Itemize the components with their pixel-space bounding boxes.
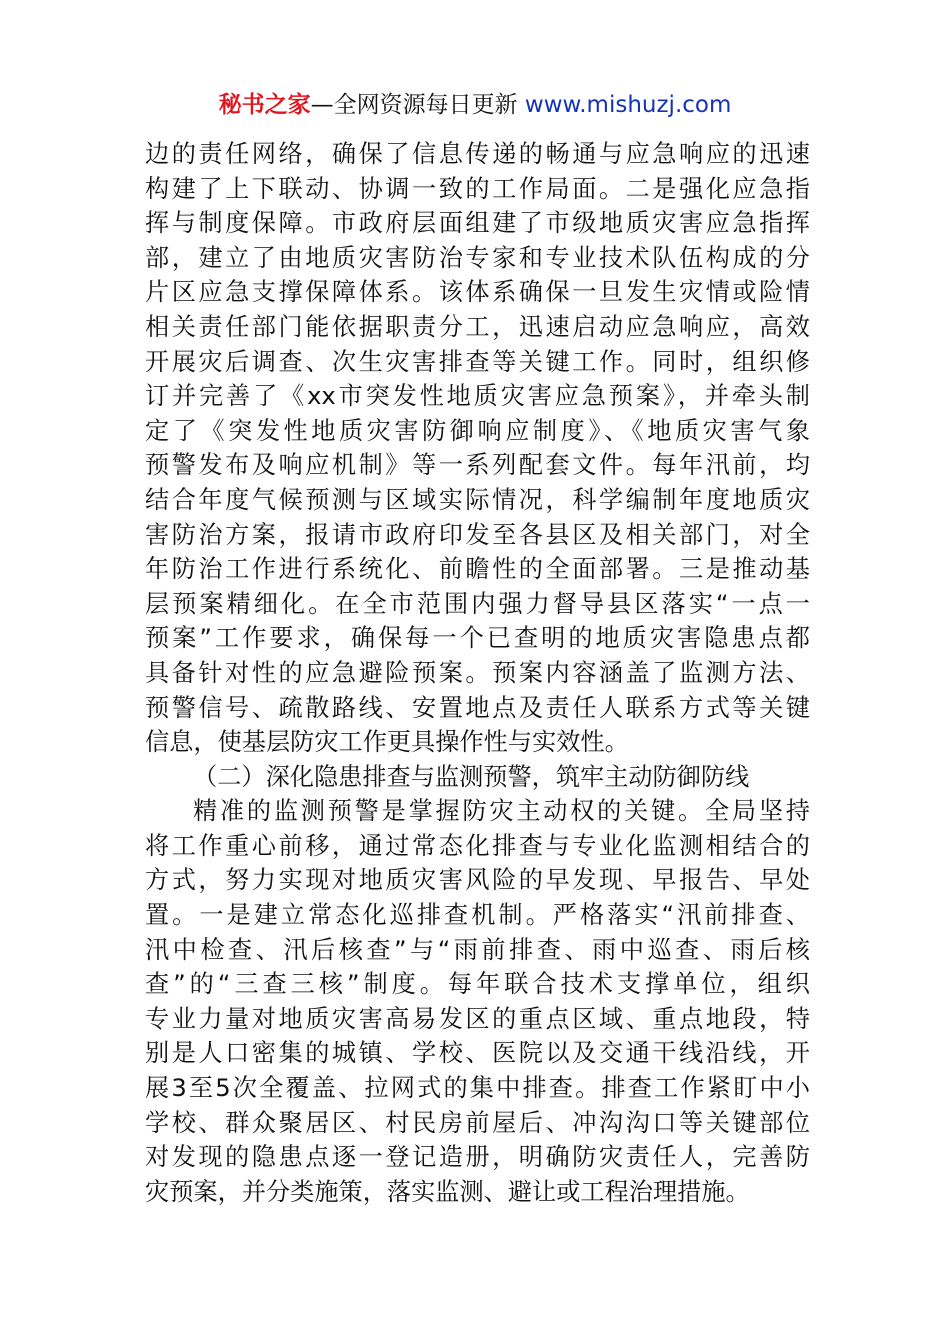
body-line: 开展灾后调查、次生灾害排查等关键工作。同时，组织修 xyxy=(145,347,810,376)
body-line: 专业力量对地质灾害高易发区的重点区域、重点地段，特 xyxy=(145,1004,810,1033)
body-line: 挥与制度保障。市政府层面组建了市级地质灾害应急指挥 xyxy=(145,209,810,238)
body-line: 汛中检查、汛后核查”与“雨前排查、雨中巡查、雨后核 xyxy=(145,935,810,964)
section-heading: （二）深化隐患排查与监测预警，筑牢主动防御防线 xyxy=(193,762,750,791)
body-line: 结合年度气候预测与区域实际情况，科学编制年度地质灾 xyxy=(145,485,810,514)
body-line: 年防治工作进行系统化、前瞻性的全面部署。三是推动基 xyxy=(145,555,810,584)
body-line: 别是人口密集的城镇、学校、医院以及交通干线沿线，开 xyxy=(145,1039,810,1068)
body-line: 预案”工作要求，确保每一个已查明的地质灾害隐患点都 xyxy=(145,624,810,653)
document-body xyxy=(145,137,810,1209)
body-line: 对发现的隐患点逐一登记造册，明确防灾责任人，完善防 xyxy=(145,1143,810,1172)
body-line: 方式，努力实现对地质灾害风险的早发现、早报告、早处 xyxy=(145,866,810,895)
body-line: 将工作重心前移，通过常态化排查与专业化监测相结合的 xyxy=(145,831,810,860)
paragraph-first-line: 精准的监测预警是掌握防灾主动权的关键。全局坚持 xyxy=(193,797,810,826)
body-line: 预警信号、疏散路线、安置地点及责任人联系方式等关键 xyxy=(145,693,810,722)
body-line: 预警发布及响应机制》等一系列配套文件。每年汛前，均 xyxy=(145,451,810,480)
header-brand: 秘书之家 xyxy=(218,92,311,118)
body-line: 订并完善了《xx市突发性地质灾害应急预案》，并牵头制 xyxy=(145,382,810,411)
body-line: 查”的“三查三核”制度。每年联合技术支撑单位，组织 xyxy=(145,970,810,999)
body-line: 边的责任网络，确保了信息传递的畅通与应急响应的迅速 xyxy=(145,140,810,168)
body-line: 相关责任部门能依据职责分工，迅速启动应急响应，高效 xyxy=(145,312,810,341)
body-line: 展3至5次全覆盖、拉网式的集中排查。排查工作紧盯中小 xyxy=(145,1074,810,1103)
body-line: 具备针对性的应急避险预案。预案内容涵盖了监测方法、 xyxy=(145,658,810,687)
header-slogan: —全网资源每日更新 xyxy=(310,92,518,118)
body-line: 构建了上下联动、协调一致的工作局面。二是强化应急指 xyxy=(145,174,810,203)
header-url[interactable]: www.mishuzj.com xyxy=(517,92,732,118)
body-line: 害防治方案，报请市政府印发至各县区及相关部门，对全 xyxy=(145,520,810,549)
page-header xyxy=(0,88,950,122)
body-line: 学校、群众聚居区、村民房前屋后、冲沟沟口等关键部位 xyxy=(145,1108,810,1137)
body-line: 部，建立了由地质灾害防治专家和专业技术队伍构成的分 xyxy=(145,243,810,272)
body-line: 片区应急支撑保障体系。该体系确保一旦发生灾情或险情 xyxy=(145,278,810,307)
body-line: 灾预案，并分类施策，落实监测、避让或工程治理措施。 xyxy=(145,1177,750,1206)
body-line: 信息，使基层防灾工作更具操作性与实效性。 xyxy=(145,728,629,757)
body-line: 层预案精细化。在全市范围内强力督导县区落实“一点一 xyxy=(145,589,810,618)
body-line: 置。一是建立常态化巡排查机制。严格落实“汛前排查、 xyxy=(145,901,810,930)
body-line: 定了《突发性地质灾害防御响应制度》、《地质灾害气象 xyxy=(145,416,810,445)
